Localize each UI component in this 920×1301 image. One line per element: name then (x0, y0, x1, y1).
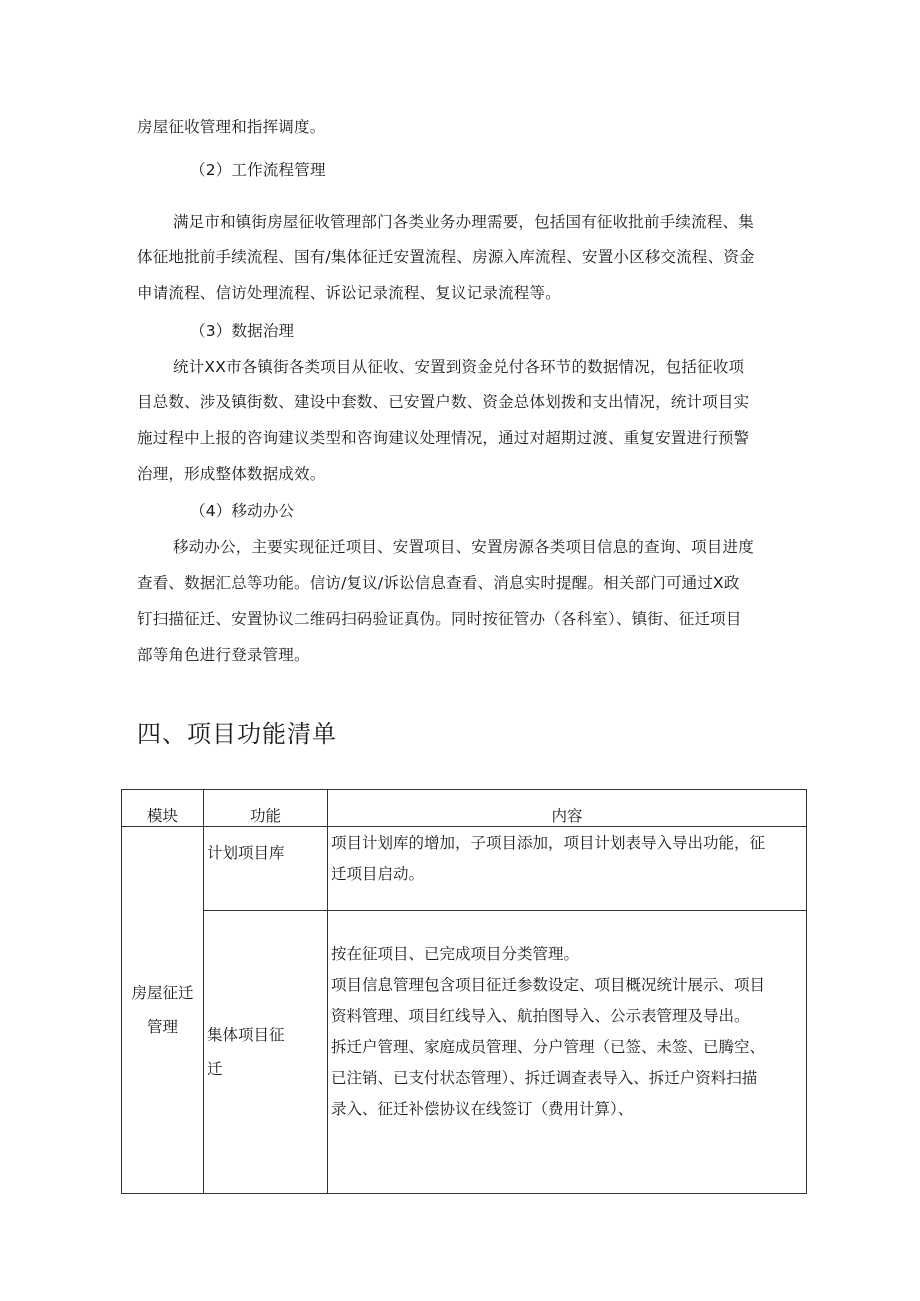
subsection-title-workflow: （2）工作流程管理 (190, 161, 326, 179)
header-content: 内容 (328, 790, 807, 827)
paragraph-line: 钉扫描征迁、安置协议二维码扫码验证真伪。同时按征管办（各科室）、镇街、征迁项目 (137, 610, 742, 628)
content-line: 项目信息管理包含项目征迁参数设定、项目概况统计展示、项目 (331, 976, 766, 994)
function-cell (204, 911, 328, 1194)
paragraph-line: 满足市和镇街房屋征收管理部门各类业务办理需要，包括国有征收批前手续流程、集 (173, 213, 754, 231)
module-label-line: 房屋征迁 (131, 984, 194, 1002)
header-module: 模块 (122, 790, 204, 827)
module-label-line: 管理 (146, 1018, 178, 1036)
paragraph-line: 部等角色进行登录管理。 (137, 646, 310, 664)
subsection-title-mobile-office: （4）移动办公 (190, 502, 295, 520)
function-label: 计划项目库 (207, 844, 285, 862)
paragraph-line: 查看、数据汇总等功能。信访/复议/诉讼信息查看、消息实时提醒。相关部门可通过X政 (137, 574, 740, 592)
section-heading: 四、项目功能清单 (137, 720, 337, 748)
paragraph-line: 治理，形成整体数据成效。 (137, 465, 326, 483)
content-line: 项目计划库的增加，子项目添加，项目计划表导入导出功能，征 (331, 834, 766, 852)
content-line: 迁项目启动。 (331, 865, 425, 883)
function-cell (204, 827, 328, 911)
paragraph-line: 施过程中上报的咨询建议类型和咨询建议处理情况，通过对超期过渡、重复安置进行预警 (137, 429, 750, 447)
paragraph-line: 统计XX市各镇街各类项目从征收、安置到资金兑付各环节的数据情况，包括征收项 (173, 358, 745, 376)
paragraph-line: 体征地批前手续流程、国有/集体征迁安置流程、房源入库流程、安置小区移交流程、资金 (137, 248, 755, 266)
module-cell (122, 827, 204, 1194)
subsection-title-data-governance: （3）数据治理 (190, 322, 295, 340)
table-row (122, 827, 807, 911)
header-function: 功能 (204, 790, 328, 827)
table-row (122, 911, 807, 1194)
content-line: 已注销、已支付状态管理）、拆迁调查表导入、拆迁户资料扫描 (331, 1069, 758, 1087)
content-cell (328, 911, 807, 1194)
content-cell (328, 827, 807, 911)
paragraph-line: 移动办公，主要实现征迁项目、安置项目、安置房源各类项目信息的查询、项目进度 (173, 538, 754, 556)
content-line: 按在征项目、已完成项目分类管理。 (331, 945, 580, 963)
table-header-row (122, 790, 807, 827)
function-list-table (121, 789, 807, 1194)
content-line: 拆迁户管理、家庭成员管理、分户管理（已签、未签、已腾空、 (331, 1038, 766, 1056)
content-line: 录入、征迁补偿协议在线签订（费用计算）、 (331, 1100, 634, 1118)
content-line: 资料管理、项目红线导入、航拍图导入、公示表管理及导出。 (331, 1007, 750, 1025)
paragraph-line: 目总数、涉及镇街数、建设中套数、已安置户数、资金总体划拨和支出情况，统计项目实 (137, 393, 750, 411)
paragraph-line: 房屋征收管理和指挥调度。 (137, 118, 326, 136)
function-label-line: 迁 (207, 1060, 223, 1078)
function-label-line: 集体项目征 (207, 1026, 285, 1044)
paragraph-line: 申请流程、信访处理流程、诉讼记录流程、复议记录流程等。 (137, 284, 561, 302)
